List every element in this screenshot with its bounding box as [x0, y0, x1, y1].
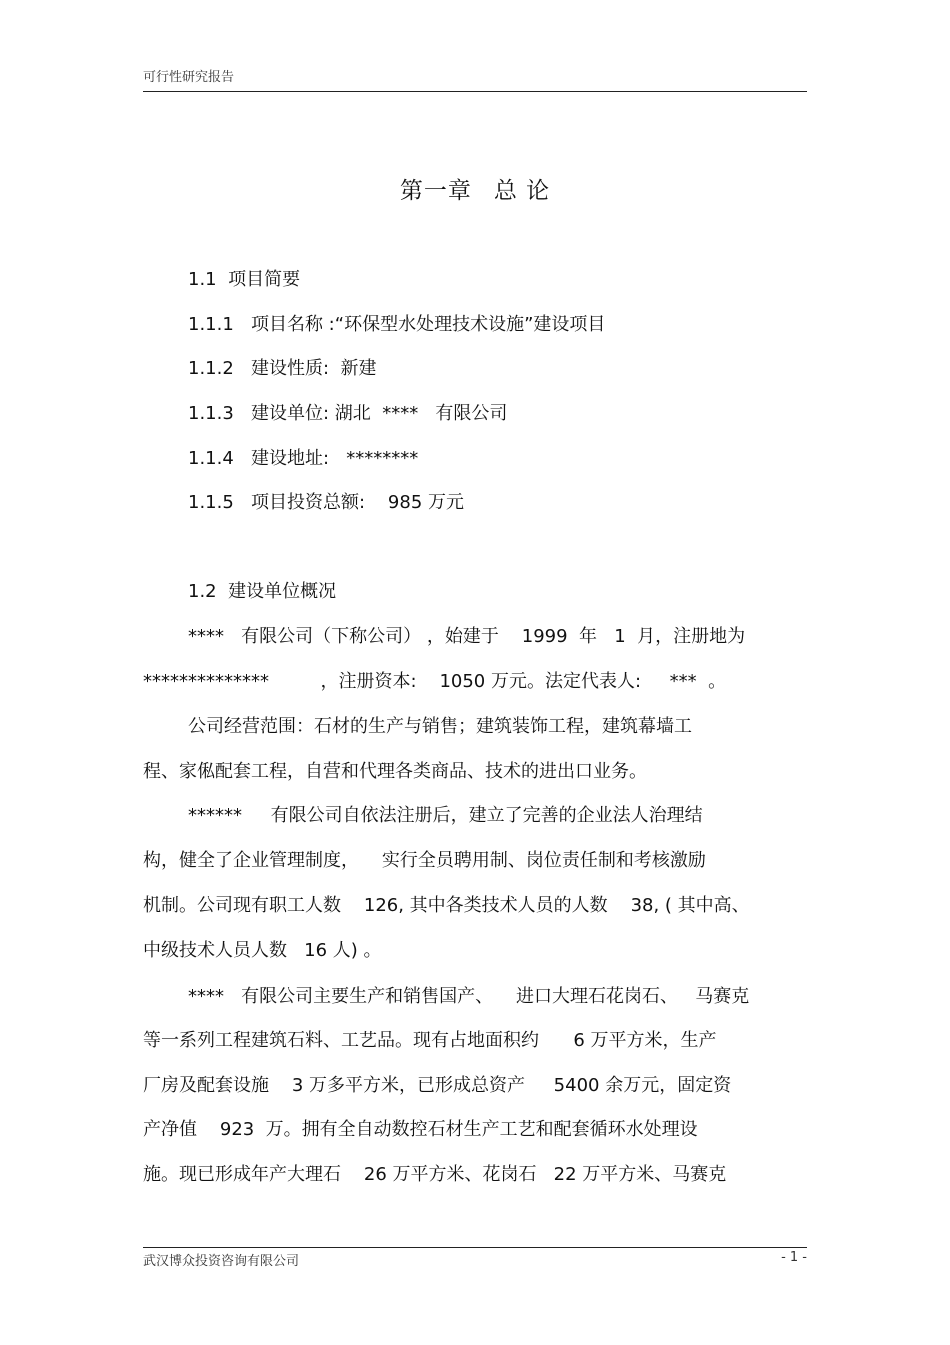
footer-company: 武汉博众投资咨询有限公司 [143, 1254, 300, 1269]
paragraph-line: **** 有限公司（下称公司） ，始建于 1999 年 1 月，注册地为 [188, 626, 746, 647]
paragraph-line: 程、家俬配套工程，自营和代理各类商品、技术的进出口业务。 [143, 761, 647, 782]
section-heading-1-2: 1.2 建设单位概况 [188, 581, 337, 602]
item-construction-unit: 1.1.3 建设单位: 湖北 **** 有限公司 [188, 403, 508, 424]
paragraph-line: 产净值 923 万。拥有全自动数控石材生产工艺和配套循环水处理设 [143, 1119, 698, 1140]
chapter-number: 第一章 [399, 178, 472, 204]
paragraph-line: **** 有限公司主要生产和销售国产、 进口大理石花岗石、 马赛克 [188, 986, 750, 1007]
running-header: 可行性研究报告 [143, 70, 235, 85]
paragraph-line: 构，健全了企业管理制度， 实行全员聘用制、岗位责任制和考核激励 [143, 850, 706, 871]
item-construction-type: 1.1.2 建设性质: 新建 [188, 358, 377, 379]
item-total-investment: 1.1.5 项目投资总额: 985 万元 [188, 492, 464, 513]
header-divider [143, 91, 807, 92]
chapter-name: 总 论 [493, 178, 551, 204]
item-project-name: 1.1.1 项目名称 :“环保型水处理技术设施”建设项目 [188, 314, 606, 335]
item-construction-address: 1.1.4 建设地址: ******** [188, 448, 419, 469]
section-heading-1-1: 1.1 项目简要 [188, 269, 301, 290]
paragraph-line: 中级技术人员人数 16 人) 。 [143, 940, 382, 961]
paragraph-line: 机制。公司现有职工人数 126, 其中各类技术人员的人数 38, ( 其中高、 [143, 895, 750, 916]
paragraph-line: 厂房及配套设施 3 万多平方米，已形成总资产 5400 余万元，固定资 [143, 1075, 732, 1096]
paragraph-line: ************** ，注册资本: 1050 万元。法定代表人: *** 。 [143, 671, 727, 692]
page-number: - 1 - [781, 1250, 807, 1265]
paragraph-line: 公司经营范围：石材的生产与销售；建筑装饰工程，建筑幕墙工 [188, 716, 692, 737]
paragraph-line: 施。现已形成年产大理石 26 万平方米、花岗石 22 万平方米、马赛克 [143, 1164, 727, 1185]
chapter-title [0, 172, 950, 205]
footer-divider [143, 1247, 807, 1248]
paragraph-line: ****** 有限公司自依法注册后，建立了完善的企业法人治理结 [188, 805, 703, 826]
paragraph-line: 等一系列工程建筑石料、工艺品。现有占地面积约 6 万平方米，生产 [143, 1030, 717, 1051]
